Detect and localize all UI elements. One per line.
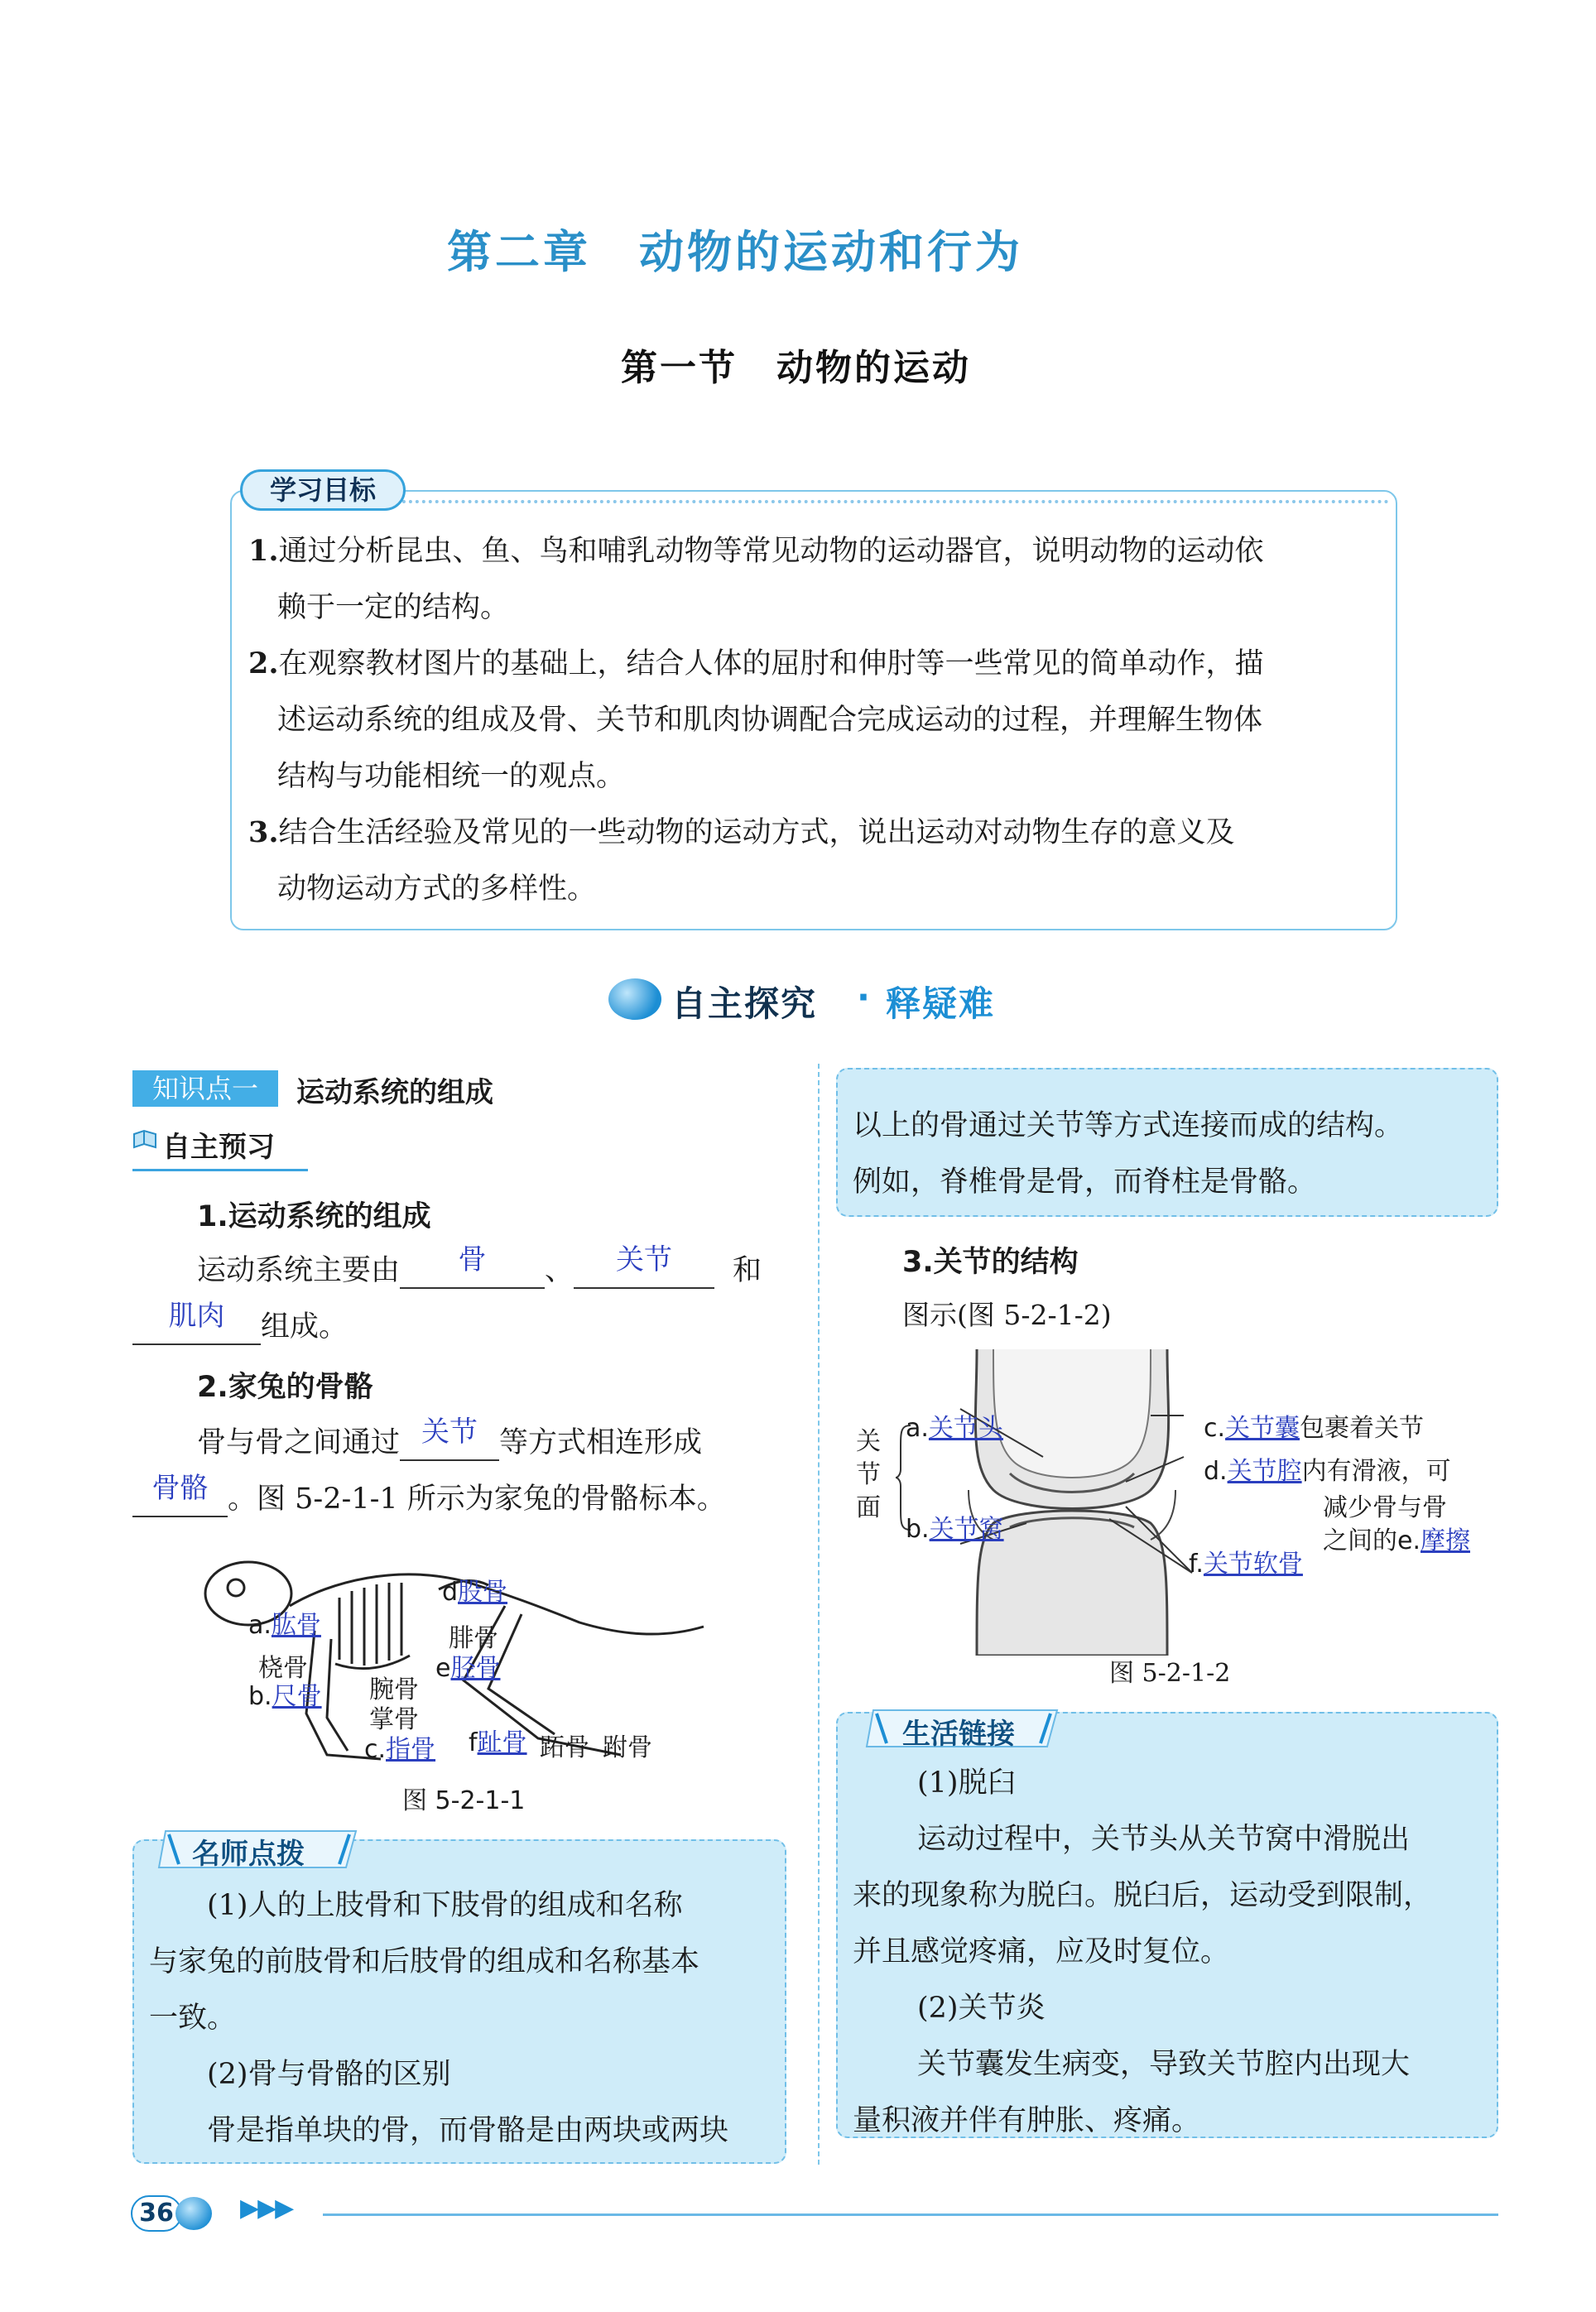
life-line: 关节囊发生病变，导致关节腔内出现大 [917, 2048, 1411, 2081]
objective-2 [248, 636, 1391, 805]
explore-separator: · [857, 977, 870, 1017]
label-prefix: b. [906, 1515, 930, 1544]
arrows-icon: ▶▶▶ [240, 2194, 293, 2223]
tips-content [149, 1877, 778, 2159]
item1-line2 [132, 1300, 349, 1345]
objective-3 [248, 805, 1391, 917]
objective-text: 结构与功能相统一的观点。 [277, 760, 626, 793]
objective-text: 通过分析昆虫、鱼、鸟和哺乳动物等常见动物的运动器官，说明动物的运动依 [278, 535, 1264, 568]
joint-label-d [1204, 1450, 1451, 1487]
label-answer: 关节窝 [929, 1515, 1004, 1544]
life-line: 量积液并伴有肿胀、疼痛。 [853, 2104, 1201, 2137]
label-answer: 胫骨 [450, 1654, 501, 1683]
tip-line: (1)人的上肢骨和下肢骨的组成和名称 [207, 1889, 683, 1922]
label-answer: 趾骨 [477, 1728, 527, 1757]
objective-text: 动物运动方式的多样性。 [277, 872, 597, 906]
objectives-badge: 学习目标 [240, 469, 406, 511]
label-prefix: f. [1189, 1550, 1204, 1579]
tip-line: (2)骨与骨骼的区别 [207, 2058, 451, 2091]
joint-label-b [906, 1508, 1004, 1545]
item2-text: 等方式相连形成 [499, 1426, 703, 1459]
chapter-title: 第二章 动物的运动和行为 [447, 226, 1023, 278]
objective-number: 3. [248, 815, 279, 849]
item1-text: 运动系统主要由 [197, 1254, 401, 1287]
life-line: 运动过程中，关节头从关节窝中滑脱出 [917, 1823, 1411, 1856]
explore-title: 自主探究 [671, 983, 818, 1024]
joint-label-f [1189, 1543, 1303, 1579]
label-answer: 关节头 [928, 1414, 1003, 1443]
continued-line1: 以上的骨通过关节等方式连接而成的结构。 [853, 1109, 1404, 1142]
item1-text: 、 [545, 1254, 574, 1287]
life-line: 并且感觉疼痛，应及时复位。 [853, 1935, 1230, 1968]
label-desc: 包裹着关节 [1300, 1414, 1425, 1443]
objective-text: 结合生活经验及常见的一些动物的运动方式，说出运动对动物生存的意义及 [278, 816, 1235, 849]
label-fibula: 腓骨 [449, 1624, 498, 1653]
label-tarsal-meta: 跖骨 [540, 1733, 589, 1762]
label-prefix: d [442, 1578, 459, 1607]
label-answer: 关节囊 [1225, 1414, 1300, 1443]
objective-number: 2. [248, 646, 279, 680]
label-desc: 内有滑液，可 [1301, 1457, 1451, 1486]
label-answer: 摩擦 [1421, 1526, 1470, 1555]
objective-text: 赖于一定的结构。 [277, 591, 510, 624]
item2-text: 骨与骨之间通过 [197, 1426, 401, 1459]
label-prefix: a. [248, 1611, 272, 1640]
label-prefix: d. [1204, 1457, 1228, 1486]
item1-line1 [197, 1243, 762, 1289]
item2-heading: 2.家兔的骨骼 [197, 1371, 373, 1404]
label-tarsal: 跗骨 [603, 1733, 652, 1762]
answer-blank [400, 1243, 545, 1289]
label-radius: 桡骨 [258, 1654, 308, 1683]
section-title: 第一节 动物的运动 [621, 347, 971, 389]
knee-joint-illustration [944, 1349, 1200, 1656]
label-answer: 指骨 [386, 1735, 436, 1764]
answer-blank [400, 1416, 499, 1461]
joint-label-a [906, 1407, 1003, 1444]
footer-rule [323, 2213, 1498, 2216]
page-number: 36 [131, 2195, 182, 2232]
item1-heading: 1.运动系统的组成 [197, 1200, 431, 1233]
item1-text: 和 [733, 1254, 762, 1287]
book-icon [132, 1127, 157, 1152]
knowledge-point-badge: 知识点一 [132, 1070, 278, 1107]
answer-blank [574, 1243, 714, 1289]
life-line: (2)关节炎 [917, 1992, 1046, 2025]
label-answer: 关节腔 [1227, 1457, 1302, 1486]
answer-text: 关节 [616, 1243, 673, 1276]
joint-caption: 图 5-2-1-2 [1109, 1659, 1231, 1688]
life-line: 来的现象称为脱臼。脱臼后，运动受到限制， [853, 1879, 1433, 1912]
tip-line: 骨是指单块的骨，而骨骼是由两块或两块 [207, 2114, 729, 2147]
answer-text: 骨骼 [151, 1472, 209, 1505]
answer-text: 肌肉 [168, 1300, 225, 1333]
skeleton-caption: 图 5-2-1-1 [402, 1786, 526, 1815]
label-e [435, 1647, 500, 1684]
tips-badge: 名师点拨 [192, 1838, 305, 1871]
item2-line2 [132, 1472, 726, 1517]
item2-line1 [197, 1416, 703, 1461]
label-answer: 股骨 [458, 1578, 508, 1607]
joint-surface-label: 关节面 [856, 1427, 881, 1522]
answer-text: 骨 [458, 1243, 487, 1276]
label-metacarpal: 掌骨 [369, 1705, 419, 1734]
joint-label-d-desc2: 减少骨与骨 [1323, 1493, 1447, 1522]
label-prefix: e [435, 1654, 451, 1683]
objective-number: 1. [248, 534, 279, 568]
label-answer: 关节软骨 [1203, 1550, 1303, 1579]
objectives-divider [389, 500, 1389, 503]
label-f [469, 1722, 527, 1758]
label-d [442, 1571, 507, 1608]
answer-text: 关节 [421, 1416, 478, 1449]
label-carpal: 腕骨 [369, 1675, 419, 1704]
label-prefix: c. [1204, 1414, 1226, 1443]
joint-label-e [1323, 1520, 1470, 1556]
label-answer: 尺骨 [272, 1682, 322, 1711]
column-divider [818, 1064, 820, 2165]
bubble-icon [175, 2197, 212, 2230]
globe-icon [608, 978, 661, 1020]
joint-label-c [1204, 1407, 1424, 1444]
explore-subtitle: 释疑难 [886, 983, 996, 1024]
objective-text: 在观察教材图片的基础上，结合人体的屈肘和伸肘等一些常见的简单动作，描 [278, 647, 1264, 680]
tip-line: 与家兔的前肢骨和后肢骨的组成和名称基本 [149, 1945, 700, 1978]
knowledge-point-title: 运动系统的组成 [296, 1076, 493, 1109]
tip-line: 一致。 [149, 2002, 237, 2035]
life-line: (1)脱臼 [917, 1766, 1017, 1800]
objective-text: 述运动系统的组成及骨、关节和肌肉协调配合完成运动的过程，并理解生物体 [277, 704, 1263, 737]
preview-underline [132, 1169, 308, 1171]
label-prefix: a. [906, 1414, 929, 1443]
label-a [248, 1604, 321, 1641]
label-desc: 之间的e. [1323, 1526, 1421, 1555]
item1-text: 组成。 [261, 1310, 349, 1343]
label-prefix: b. [248, 1682, 272, 1711]
label-answer: 肱骨 [271, 1611, 321, 1640]
label-c [364, 1728, 435, 1765]
life-badge: 生活链接 [902, 1718, 1015, 1751]
joint-figure-reference: 图示(图 5-2-1-2) [902, 1299, 1112, 1331]
answer-blank [132, 1472, 228, 1517]
joint-heading: 3.关节的结构 [902, 1246, 1079, 1279]
label-prefix: c. [364, 1735, 387, 1764]
preview-title: 自主预习 [162, 1131, 275, 1164]
label-prefix: f [469, 1728, 478, 1757]
item2-text: 。图 5-2-1-1 所示为家兔的骨骼标本。 [228, 1483, 726, 1516]
objective-1 [248, 523, 1391, 636]
life-content [853, 1755, 1490, 2149]
answer-blank [132, 1300, 261, 1345]
label-b [248, 1675, 322, 1712]
continued-line2: 例如，脊椎骨是骨，而脊柱是骨骼。 [853, 1166, 1317, 1199]
